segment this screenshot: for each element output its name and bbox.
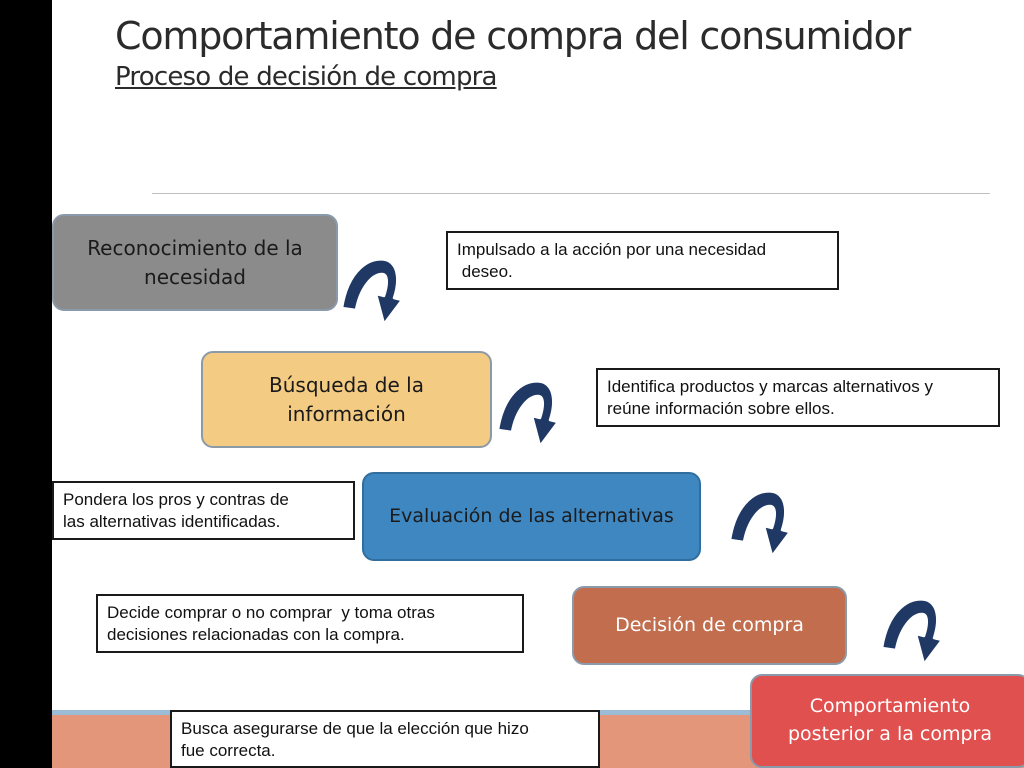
stage-need-recognition-label [87, 234, 303, 292]
note-purchase-decision [96, 594, 524, 653]
note-line-1: Busca asegurarse de que la elección que hizo [181, 719, 529, 738]
note-line-2: reúne información sobre ellos. [607, 399, 835, 419]
stage-alternatives-evaluation-label: Evaluación de las alternativas [389, 504, 674, 527]
note-alternatives-evaluation [52, 481, 355, 540]
note-line-1: Pondera los pros y contras de [63, 490, 289, 509]
note-need-recognition [446, 231, 839, 290]
note-information-search [596, 368, 1000, 427]
note-line-2: deseo. [457, 262, 513, 282]
note-line-2: fue correcta. [181, 741, 276, 761]
note-line-1: Impulsado a la acción por una necesidad [457, 240, 767, 259]
stage-label-line-2: necesidad [144, 264, 246, 289]
note-line-1: Decide comprar o no comprar y toma otras [107, 603, 435, 622]
slide-title: Comportamiento de compra del consumidor [115, 14, 911, 58]
stage-label-line-2: posterior a la compra [787, 723, 993, 745]
curved-down-arrow-icon [724, 478, 796, 560]
note-line-2: las alternativas identificadas. [63, 512, 281, 532]
stage-alternatives-evaluation [362, 472, 701, 561]
title-divider [152, 193, 990, 194]
note-line-1: Identifica productos y marcas alternativos y [607, 377, 933, 396]
left-side-bar [0, 0, 52, 768]
stage-label-line-1: Reconocimiento de la [87, 235, 303, 260]
stage-label-line-1: Búsqueda de la [269, 372, 424, 397]
slide-subtitle: Proceso de decisión de compra [115, 62, 497, 92]
stage-label-line-1: Comportamiento [809, 695, 971, 718]
curved-down-arrow-icon [336, 246, 408, 328]
stage-post-purchase-behavior-label [788, 693, 992, 748]
curved-down-arrow-icon [492, 368, 564, 450]
stage-information-search [201, 351, 492, 448]
stage-label-line-2: información [287, 401, 406, 426]
stage-post-purchase-behavior [750, 674, 1024, 768]
stage-information-search-label [269, 371, 424, 429]
curved-down-arrow-icon [876, 586, 948, 668]
note-post-purchase [170, 710, 600, 768]
stage-purchase-decision [572, 586, 847, 665]
stage-need-recognition [52, 214, 338, 311]
stage-purchase-decision-label: Decisión de compra [615, 613, 804, 636]
note-line-2: decisiones relacionadas con la compra. [107, 625, 405, 645]
